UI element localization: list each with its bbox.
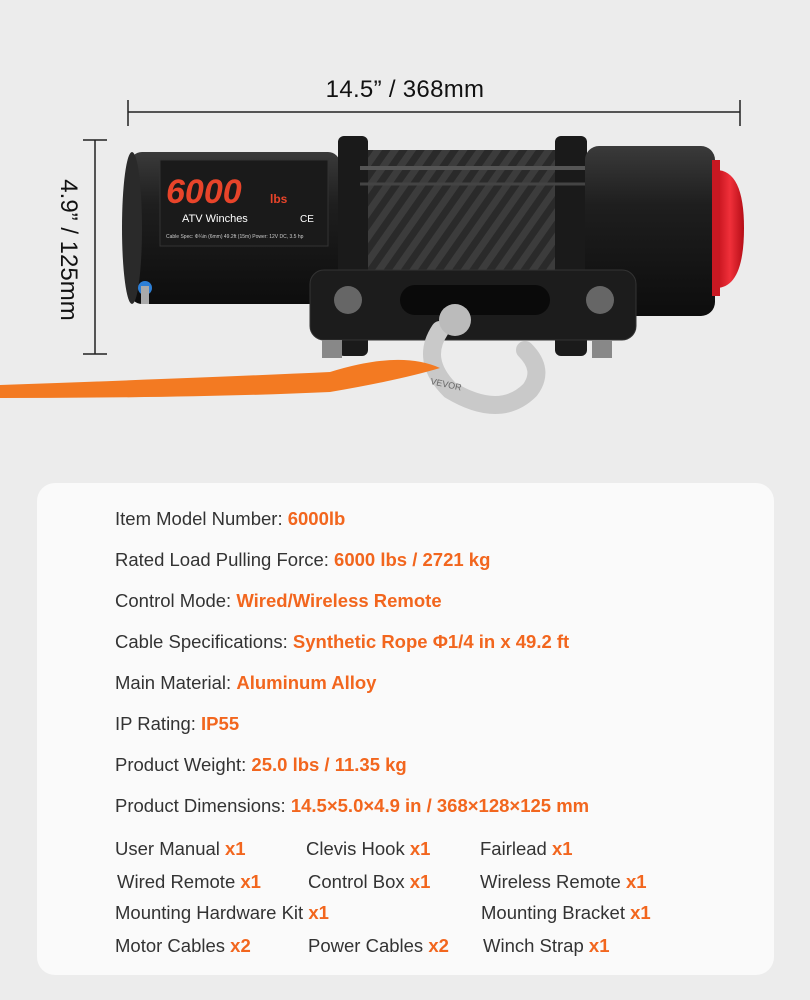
spec-label: Product Weight: [115, 754, 252, 775]
spec-row-control [115, 590, 442, 612]
spec-row-cable [115, 631, 569, 653]
spec-label: Rated Load Pulling Force: [115, 549, 335, 570]
accessory-item: User Manual x1 [115, 838, 246, 859]
label-unit: lbs [270, 192, 288, 206]
accessory-item: Wired Remote x1 [117, 871, 261, 892]
spec-value: Aluminum Alloy [236, 672, 377, 693]
label-model: ATV Winches [182, 213, 248, 225]
accessory-item: Power Cables x2 [308, 935, 449, 956]
accessory-item: Motor Cables x2 [115, 935, 251, 956]
hook-text: VEVOR [429, 376, 463, 393]
spec-row-ip [115, 713, 239, 735]
spec-row-material [115, 672, 376, 694]
spec-row-dimensions [115, 795, 589, 817]
spec-label: Item Model Number: [115, 508, 288, 529]
height-dimension-label: 4.9” / 125mm [55, 179, 82, 321]
label-fine-print: Cable Spec: Φ¼in (6mm) 49.2ft (15m) Power: 12V DC, 3.5 hp [166, 234, 304, 240]
spec-value: IP55 [201, 713, 240, 734]
spec-row-model [115, 508, 345, 530]
accessory-item: Wireless Remote x1 [480, 871, 647, 892]
spec-value: Synthetic Rope Φ1/4 in x 49.2 ft [292, 631, 570, 652]
spec-label: Product Dimensions: [115, 795, 291, 816]
label-capacity: 6000 [166, 173, 242, 211]
accessory-item: Fairlead x1 [480, 838, 573, 859]
winch-strap [0, 360, 440, 398]
spec-value: 25.0 lbs / 11.35 kg [251, 754, 407, 775]
length-dimension-label: 14.5” / 368mm [325, 76, 485, 103]
spec-value: 14.5×5.0×4.9 in / 368×128×125 mm [290, 795, 590, 816]
accessory-item: Mounting Bracket x1 [481, 902, 651, 923]
accessory-item: Clevis Hook x1 [306, 838, 431, 859]
winch-product-image [0, 0, 810, 440]
spec-value: Wired/Wireless Remote [236, 590, 442, 611]
spec-value: 6000lb [287, 508, 346, 529]
accessory-item: Mounting Hardware Kit x1 [115, 902, 329, 923]
spec-label: IP Rating: [115, 713, 202, 734]
label-ce: CE [300, 214, 314, 225]
spec-row-weight [115, 754, 407, 776]
winch-label [160, 160, 328, 246]
spec-row-load [115, 549, 490, 571]
spec-label: Control Mode: [115, 590, 237, 611]
spec-label: Main Material: [115, 672, 237, 693]
spec-label: Cable Specifications: [115, 631, 293, 652]
accessory-item: Control Box x1 [308, 871, 431, 892]
spec-value: 6000 lbs / 2721 kg [334, 549, 491, 570]
accessory-item: Winch Strap x1 [483, 935, 610, 956]
